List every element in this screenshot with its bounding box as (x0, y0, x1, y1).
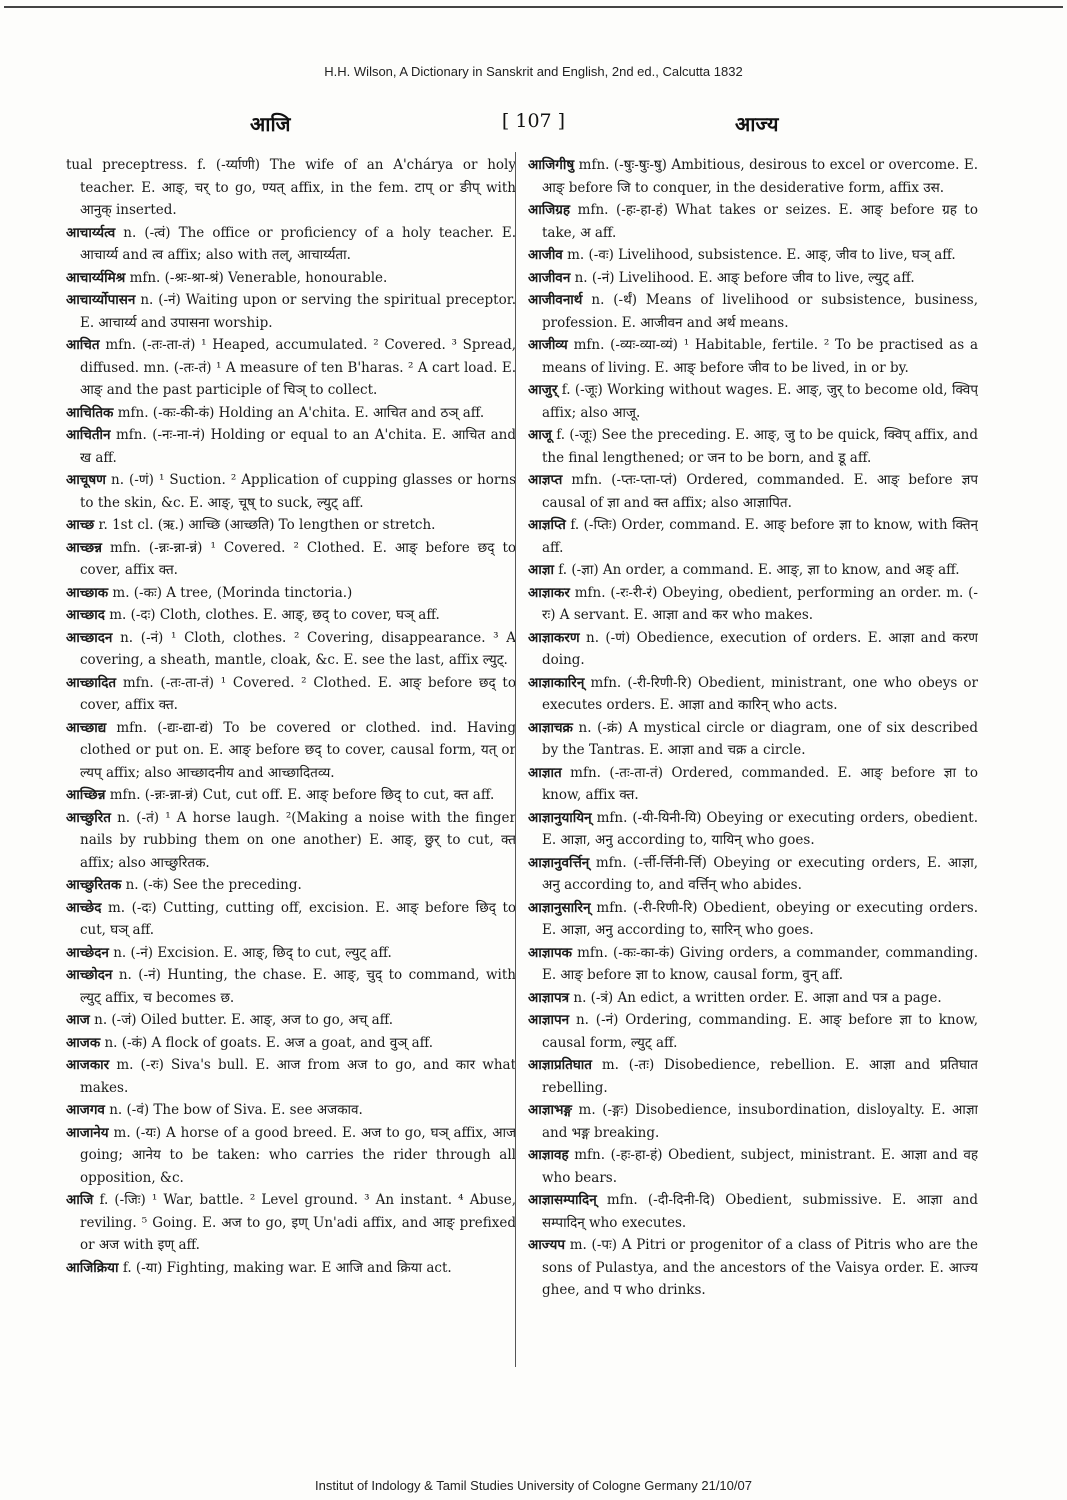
entry-definition: n. (-त्रं) An edict, a written order. E. आज्ञा and पत्र a page. (573, 989, 942, 1006)
entry-headword: आज्ञावह (528, 1147, 569, 1163)
entry-headword: आच्छादित (66, 674, 117, 691)
dictionary-entry (66, 942, 516, 965)
entry-definition: f. (-प्तिः) Order, command. E. आङ् before ज्ञा to know, with क्तिन् aff. (542, 517, 978, 556)
entry-headword: आज्ञाकरण (528, 629, 580, 646)
entry-definition: f. (-जिः) ¹ War, battle. ² Level ground. ³ An instant. ⁴ Abuse, reviling. ⁵ Going. E. अज to go, इण् Un'adi affix, and आङ् prefixed or अज with इण् aff. (80, 1192, 516, 1253)
entry-headword: आच्छ (66, 517, 95, 533)
entry-definition: mfn. (-षुः-षुः-षु) Ambitious, desirous to excel or overcome. E. आङ् before जि to conquer, in the desiderative form, affix उस. (542, 157, 978, 196)
entry-definition: n. (-णं) Obedience, execution of orders. E. आज्ञा and करण doing. (542, 629, 978, 668)
entry-definition: n. (-नं) Livelihood. E. आङ् before जीव to live, ल्युट् aff. (574, 269, 915, 286)
entry-headword: आज्ञाभङ्ग (528, 1102, 572, 1118)
entry-definition: mfn. (-यी-यिनी-यि) Obeying or executing orders, obedient. E. आज्ञा, अनु according to, यायिन् who goes. (542, 809, 978, 848)
dictionary-entry (66, 154, 516, 222)
entry-headword: आज्ञाचक्र (528, 719, 573, 736)
dictionary-entry (66, 807, 516, 875)
entry-headword: आच्छिन्न (66, 787, 106, 803)
dictionary-entry (66, 1032, 516, 1055)
dictionary-entry (528, 942, 978, 987)
entry-definition: f. (-जूः) Working without wages. E. आङ्, जुर् to become old, क्विप् affix; also आजू. (542, 382, 978, 421)
dictionary-entry (66, 604, 516, 627)
entry-headword: आचितिक (66, 404, 114, 421)
entry-definition: mfn. (-न्नः-न्ना-न्नं) Cut, cut off. E. आङ् before छिद् to cut, क्त aff. (109, 787, 495, 803)
entry-headword: आज्ञप्ति (528, 517, 566, 533)
entry-headword: आज्ञाकारिन् (528, 674, 585, 691)
entry-headword: आजुर् (528, 382, 558, 398)
entry-definition: mfn. (-न्नः-न्ना-न्नं) ¹ Covered. ² Clothed. E. आङ् before छद् to cover, affix क्त. (80, 539, 516, 578)
page-number: [ 107 ] (501, 110, 566, 132)
dictionary-entry (528, 1189, 978, 1234)
entry-headword: आजिगीषु (528, 157, 575, 173)
dictionary-entry (528, 379, 978, 424)
dictionary-entry (528, 852, 978, 897)
dictionary-entry (528, 762, 978, 807)
citation-header: H.H. Wilson, A Dictionary in Sanskrit and English, 2nd ed., Calcutta 1832 (324, 64, 743, 79)
dictionary-entry (66, 1257, 516, 1280)
entry-headword: आच्छोदन (66, 967, 113, 983)
entry-definition: mfn. (-व्यः-व्या-व्यं) ¹ Habitable, fertile. ² To be practised as a means of living. E. आङ् before जीव to be lived, in or by. (542, 337, 978, 376)
entry-definition: mfn. (-तः-ता-तं) ¹ Heaped, accumulated. ² Covered. ³ Spread, diffused. mn. (-तः-तं) ¹ A measure of ten B'haras. ² A cart load. E. आङ् and the past participle of चिञ् to collect. (80, 337, 516, 398)
entry-definition: mfn. (-री-रिणी-रि) Obedient, ministrant, one who obeys or executes orders. E. आज्ञा and कारिन् who acts. (542, 674, 978, 713)
dictionary-entry (528, 807, 978, 852)
dictionary-entry (66, 1009, 516, 1032)
entry-headword: आचितीन (66, 427, 111, 443)
dictionary-entry (528, 267, 978, 290)
entry-definition: n. (-तं) ¹ A horse laugh. ²(Making a noise with the finger nails by rubbing them on one another) E. आङ्, छुर् to cut, क्त affix; also आच्छुरितक. (80, 809, 516, 871)
entry-definition: m. (-पः) A Pitri or progenitor of a class of Pitris who are the sons of Pulastya, and the ancestors of the Vaisya order. E. आज्य ghee, and प who drinks. (542, 1237, 978, 1298)
dictionary-entry (528, 469, 978, 514)
entry-headword: आज्ञानुवर्त्तिन् (528, 854, 590, 871)
entry-headword: आच्छाक (66, 584, 109, 601)
entry-headword: आचूषण (66, 472, 106, 488)
entry-definition: f. (-जूः) See the preceding. E. आङ्, जु to be quick, क्विप् affix, and the final lengthened; or जन to be born, and डू aff. (542, 427, 978, 466)
dictionary-entry (528, 1234, 978, 1302)
dictionary-entry (528, 582, 978, 627)
entry-definition: m. (-कः) A tree, (Morinda tinctoria.) (112, 584, 353, 601)
entry-definition: n. (-जं) Oiled butter. E. आङ्, अज to go, अच् aff. (94, 1012, 394, 1028)
source-footer: Institut of Indology & Tamil Studies University of Cologne Germany 21/10/07 (315, 1478, 752, 1493)
dictionary-entry (528, 1009, 978, 1054)
dictionary-entry (66, 1054, 516, 1099)
right-column (528, 154, 978, 1369)
entry-definition: m. (-यः) A horse of a good breed. E. अज to go, घञ् affix, आज going; आनेय to be taken: who carries the rider through all opposition, &c. (80, 1124, 516, 1186)
right-guide-word: आज्य (735, 112, 779, 136)
dictionary-entry (528, 897, 978, 942)
entry-definition: n. (-नं) Ordering, commanding. E. आङ् before ज्ञा to know, causal form, ल्युट् aff. (542, 1012, 978, 1051)
entry-definition: m. (-तः) Disobedience, rebellion. E. आज्ञा and प्रतिघात rebelling. (542, 1057, 978, 1096)
entry-headword: आजीवन (528, 269, 571, 286)
left-column (66, 154, 516, 1369)
entry-headword: आज्ञात (528, 764, 562, 781)
entry-headword: आज्ञानुसारिन् (528, 899, 591, 916)
dictionary-entry (528, 514, 978, 559)
dictionary-entry (66, 672, 516, 717)
entry-headword: आज्ञा (528, 562, 554, 578)
entry-definition: mfn. (-र्त्ती-र्त्तिनी-र्त्ति) Obeying or executing orders, E. आज्ञा, अनु according to, and वर्त्तिन् who abides. (542, 854, 978, 893)
dictionary-entry (66, 784, 516, 807)
entry-definition: m. (-रः) Siva's bull. E. आज from अज to go, and कार what makes. (80, 1057, 516, 1096)
dictionary-entry (66, 267, 516, 290)
entry-headword: आजिग्रह (528, 202, 571, 218)
entry-headword: आज्ञापन (528, 1012, 570, 1028)
entry-headword: आच्छुरित (66, 809, 111, 826)
entry-headword: आच्छेद (66, 899, 102, 916)
entry-definition: n. (-कं) A flock of goats. E. अज a goat, and वुञ् aff. (104, 1034, 434, 1051)
dictionary-entry (528, 1144, 978, 1189)
dictionary-entry (528, 987, 978, 1010)
entry-headword: आज्ञाप्रतिघात (528, 1057, 592, 1073)
entry-definition: mfn. (-कः-की-कं) Holding an A'chita. E. आचित and ठञ् aff. (117, 404, 485, 421)
dictionary-entry (528, 199, 978, 244)
dictionary-entry (66, 402, 516, 425)
entry-definition: m. (-ङ्गः) Disobedience, insubordination, disloyalty. E. आज्ञा and भङ्ग breaking. (542, 1102, 978, 1141)
entry-headword: आजगव (66, 1102, 105, 1118)
entry-headword: आजक (66, 1034, 101, 1051)
entry-headword: आच्छेदन (66, 944, 109, 961)
left-guide-word: आजि (250, 112, 291, 136)
entry-definition: tual preceptress. f. (-र्य्याणी) The wife of an A'chárya or holy teacher. E. आङ्, चर् to go, ण्यत् affix, in the fem. टाप् or ङीप् with आनुक् inserted. (66, 157, 516, 218)
entry-definition: mfn. (-श्रः-श्रा-श्रं) Venerable, honourable. (129, 269, 388, 286)
entry-headword: आच्छादन (66, 629, 113, 646)
dictionary-entry (66, 514, 516, 537)
dictionary-entry (66, 334, 516, 402)
entry-headword: आजानेय (66, 1124, 109, 1141)
dictionary-entry (66, 537, 516, 582)
dictionary-entry (66, 1099, 516, 1122)
dictionary-entry (66, 897, 516, 942)
entry-headword: आचार्य्योपासन (66, 292, 136, 308)
entry-definition: n. (-नं) Waiting upon or serving the spiritual preceptor. E. आचार्य्य and उपासना worship. (80, 292, 516, 331)
dictionary-entry (66, 874, 516, 897)
entry-headword: आजकार (66, 1057, 110, 1073)
entry-headword: आचित (66, 337, 100, 353)
dictionary-entry (528, 244, 978, 267)
entry-definition: m. (-दः) Cutting, cutting off, excision. E. आङ् before छिद् to cut, घञ् aff. (80, 899, 516, 938)
entry-definition: r. 1st cl. (ऋ.) आच्छि (आच्छति) To lengthen or stretch. (98, 517, 436, 533)
dictionary-entry (528, 424, 978, 469)
dictionary-entry (528, 717, 978, 762)
dictionary-entry (528, 672, 978, 717)
entry-definition: mfn. (-तः-ता-तं) Ordered, commanded. E. आङ् before ज्ञा to know, affix क्त. (542, 764, 978, 803)
entry-headword: आज्ञापत्र (528, 989, 570, 1006)
entry-headword: आज्यप (528, 1237, 566, 1253)
entry-headword: आज्ञाकर (528, 584, 570, 601)
entry-definition: n. (-वं) The bow of Siva. E. see अजकाव. (109, 1102, 363, 1118)
entry-headword: आज्ञासम्पादिन् (528, 1192, 597, 1208)
dictionary-entry (66, 289, 516, 334)
dictionary-entry (66, 1122, 516, 1190)
dictionary-entry (66, 424, 516, 469)
dictionary-entry (528, 289, 978, 334)
entry-definition: mfn. (-री-रिणी-रि) Obedient, obeying or executing orders. E. आज्ञा, अनु according to, सारिन् who goes. (542, 899, 978, 938)
entry-definition: mfn. (-प्तः-प्ता-प्तं) Ordered, commanded. E. आङ् before ज्ञप causal of ज्ञा and क्त affix; also आज्ञापित. (542, 472, 978, 511)
dictionary-entry (66, 222, 516, 267)
entry-headword: आच्छाद (66, 607, 105, 623)
dictionary-entry (66, 469, 516, 514)
entry-definition: mfn. (-कः-का-कं) Giving orders, a commander, commanding. E. आङ् before ज्ञा to know, causal form, वुन् aff. (542, 944, 978, 983)
dictionary-entry (528, 1099, 978, 1144)
entry-definition: n. (-क्रं) A mystical circle or diagram, one of six described by the Tantras. E. आज्ञा and चक्र a circle. (542, 719, 978, 758)
dictionary-entry (528, 154, 978, 199)
entry-definition: n. (-णं) ¹ Suction. ² Application of cupping glasses or horns to the skin, &c. E. आङ्, चूष् to suck, ल्युट् aff. (80, 472, 516, 511)
entry-definition: mfn. (-नः-ना-नं) Holding or equal to an A'chita. E. आचित and ख aff. (80, 427, 516, 466)
dictionary-entry (66, 627, 516, 672)
entry-definition: n. (-नं) Hunting, the chase. E. आङ्, चुद् to command, with ल्युट् affix, च becomes छ. (80, 967, 516, 1006)
entry-headword: आजिक्रिया (66, 1259, 119, 1276)
dictionary-entry (528, 1054, 978, 1099)
dictionary-entry (528, 559, 978, 582)
dictionary-entry (66, 964, 516, 1009)
dictionary-entry (528, 334, 978, 379)
entry-headword: आच्छाद्य (66, 719, 107, 736)
dictionary-entry (66, 582, 516, 605)
entry-headword: आजू (528, 427, 552, 443)
entry-definition: mfn. (-दी-दिनी-दि) Obedient, submissive. E. आज्ञा and सम्पादिन् who executes. (542, 1192, 978, 1231)
entry-headword: आचार्य्यमिश्र (66, 269, 126, 286)
dictionary-entry (66, 717, 516, 785)
dictionary-entry (528, 627, 978, 672)
entry-definition: mfn. (-हः-हा-हं) What takes or seizes. E. आङ् before ग्रह to take, अ aff. (542, 202, 978, 241)
entry-headword: आच्छन्न (66, 539, 102, 556)
entry-definition: mfn. (-हः-हा-हं) Obedient, subject, ministrant. E. आज्ञा and वह who bears. (542, 1147, 978, 1186)
entry-headword: आजीव (528, 247, 563, 263)
entry-definition: m. (-दः) Cloth, clothes. E. आङ्, छद् to cover, घञ् aff. (109, 607, 440, 623)
entry-definition: mfn. (-द्यः-द्या-द्यं) To be covered or clothed. ind. Having clothed or put on. E. आङ् before छद् to cover, causal form, यत् or ल्यप् affix; also आच्छादनीय and आच्छादितव्य. (80, 719, 516, 781)
entry-definition: n. (-र्थं) Means of livelihood or subsistence, business, profession. E. आजीवन and अर्थ means. (542, 292, 978, 331)
entry-definition: f. (-या) Fighting, making war. E आजि and क्रिया act. (122, 1259, 452, 1276)
entry-definition: n. (-नं) ¹ Cloth, clothes. ² Covering, disappearance. ³ A covering, a sheath, mantle, cloak, &c. E. see the last, affix ल्युट्. (80, 629, 516, 668)
entry-definition: f. (-ज्ञा) An order, a command. E. आङ्, ज्ञा to know, and अङ् aff. (558, 562, 960, 578)
entry-headword: आज्ञप्त (528, 472, 563, 488)
entry-headword: आज्ञानुयायिन् (528, 809, 592, 826)
dictionary-entry (66, 1189, 516, 1257)
top-border-rule (4, 6, 1063, 8)
entry-definition: n. (-त्वं) The office or proficiency of a holy teacher. E. आचार्य्य and त्व affix; also with तल्, आचार्य्यता. (80, 224, 516, 263)
entry-definition: n. (-कं) See the preceding. (125, 877, 302, 893)
entry-definition: m. (-वः) Livelihood, subsistence. E. आङ्, जीव to live, घञ् aff. (567, 247, 956, 263)
entry-definition: n. (-नं) Excision. E. आङ्, छिद् to cut, ल्युट् aff. (113, 944, 392, 961)
entry-headword: आचार्य्यत्व (66, 224, 116, 241)
entry-headword: आजि (66, 1192, 94, 1208)
entry-definition: mfn. (-तः-ता-तं) ¹ Covered. ² Clothed. E. आङ् before छद् to cover, affix क्त. (80, 674, 516, 713)
entry-headword: आच्छुरितक (66, 877, 122, 893)
entry-definition: mfn. (-रः-री-रं) Obeying, obedient, performing an order. m. (-रः) A servant. E. आज्ञा and कर who makes. (542, 584, 978, 623)
entry-headword: आजीवनार्थ (528, 292, 583, 308)
entry-headword: आजीव्य (528, 337, 568, 353)
entry-headword: आज्ञापक (528, 944, 572, 961)
column-divider (515, 152, 516, 1367)
entry-headword: आज (66, 1012, 90, 1028)
